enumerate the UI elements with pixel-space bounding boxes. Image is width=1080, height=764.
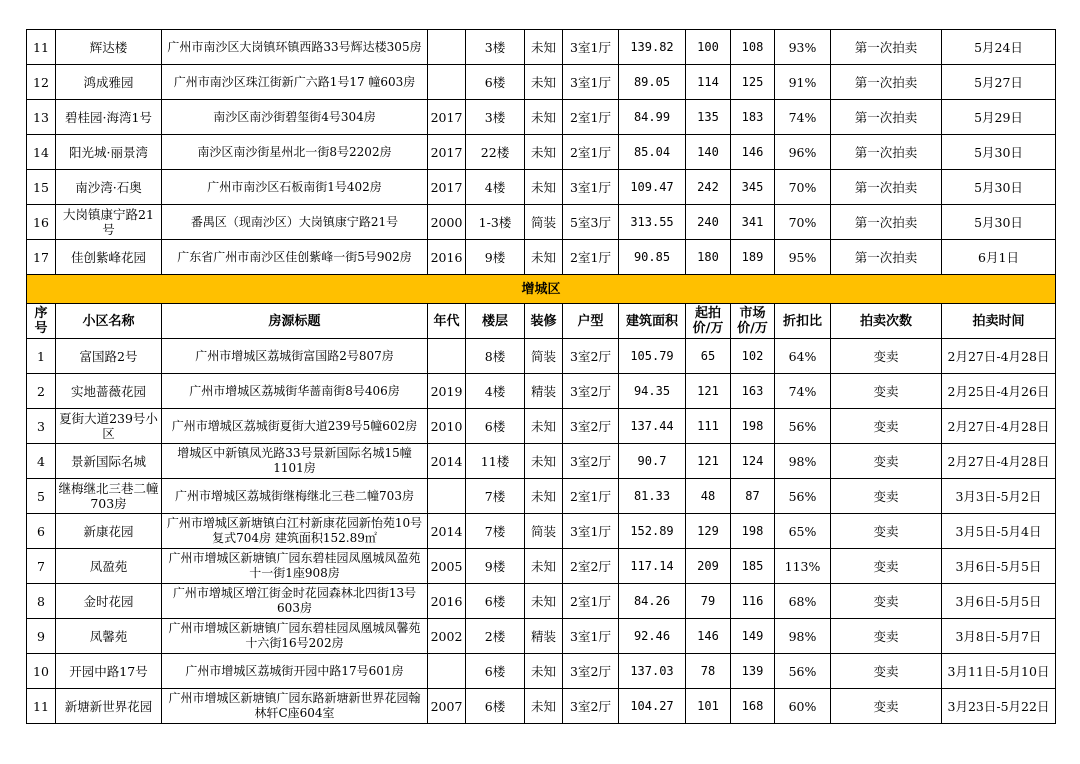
cell-decoration: 未知 (525, 584, 563, 619)
cell-auction-time: 5月30日 (942, 205, 1056, 240)
table-row (27, 654, 1056, 689)
cell-community: 鸿成雅园 (56, 65, 162, 100)
cell-area: 94.35 (619, 374, 686, 409)
cell-community: 继梅继北三巷二幢703房 (56, 479, 162, 514)
cell-market-price: 345 (731, 170, 775, 205)
cell-start-price: 114 (686, 65, 731, 100)
col-header-auction-time: 拍卖时间 (942, 304, 1056, 339)
cell-index: 3 (27, 409, 56, 444)
cell-floor: 7楼 (466, 479, 525, 514)
cell-title: 广州市增城区荔城街富国路2号807房 (162, 339, 428, 374)
cell-community: 金时花园 (56, 584, 162, 619)
cell-index: 14 (27, 135, 56, 170)
cell-community: 佳创紫峰花园 (56, 240, 162, 275)
cell-year: 2019 (428, 374, 466, 409)
cell-start-price: 146 (686, 619, 731, 654)
cell-start-price: 209 (686, 549, 731, 584)
cell-community: 新康花园 (56, 514, 162, 549)
cell-auction-round: 第一次拍卖 (831, 170, 942, 205)
cell-year: 2017 (428, 135, 466, 170)
column-header-row (27, 304, 1056, 339)
cell-start-price: 135 (686, 100, 731, 135)
cell-year: 2016 (428, 584, 466, 619)
cell-year: 2017 (428, 100, 466, 135)
cell-community: 夏街大道239号小区 (56, 409, 162, 444)
cell-year: 2002 (428, 619, 466, 654)
cell-index: 11 (27, 689, 56, 724)
cell-market-price: 189 (731, 240, 775, 275)
cell-title: 广州市增城区新塘镇广园东碧桂园凤凰城凤盈苑十一街1座908房 (162, 549, 428, 584)
cell-market-price: 124 (731, 444, 775, 479)
cell-year: 2007 (428, 689, 466, 724)
cell-auction-round: 变卖 (831, 514, 942, 549)
cell-start-price: 79 (686, 584, 731, 619)
cell-decoration: 未知 (525, 135, 563, 170)
cell-year (428, 339, 466, 374)
cell-auction-time: 3月23日-5月22日 (942, 689, 1056, 724)
cell-market-price: 341 (731, 205, 775, 240)
cell-title: 广州市增城区新塘镇广园东碧桂园凤凰城凤馨苑十六街16号202房 (162, 619, 428, 654)
cell-start-price: 129 (686, 514, 731, 549)
cell-index: 11 (27, 30, 56, 65)
cell-area: 81.33 (619, 479, 686, 514)
cell-market-price: 125 (731, 65, 775, 100)
zengcheng-rows (27, 339, 1056, 724)
cell-auction-time: 5月30日 (942, 135, 1056, 170)
cell-year: 2010 (428, 409, 466, 444)
cell-layout: 3室1厅 (563, 65, 619, 100)
cell-title: 广州市南沙区石板南街1号402房 (162, 170, 428, 205)
cell-discount: 113% (775, 549, 831, 584)
cell-area: 84.99 (619, 100, 686, 135)
cell-decoration: 简装 (525, 514, 563, 549)
cell-market-price: 146 (731, 135, 775, 170)
cell-auction-round: 变卖 (831, 479, 942, 514)
cell-community: 南沙湾·石奥 (56, 170, 162, 205)
table-row (27, 205, 1056, 240)
cell-auction-time: 2月25日-4月26日 (942, 374, 1056, 409)
cell-layout: 2室1厅 (563, 584, 619, 619)
cell-title: 广州市增城区荔城街夏街大道239号5幢602房 (162, 409, 428, 444)
cell-index: 10 (27, 654, 56, 689)
cell-community: 凤盈苑 (56, 549, 162, 584)
cell-start-price: 65 (686, 339, 731, 374)
cell-decoration: 精装 (525, 374, 563, 409)
cell-discount: 98% (775, 444, 831, 479)
cell-year: 2016 (428, 240, 466, 275)
cell-market-price: 139 (731, 654, 775, 689)
cell-area: 139.82 (619, 30, 686, 65)
table-row (27, 619, 1056, 654)
cell-area: 89.05 (619, 65, 686, 100)
cell-market-price: 185 (731, 549, 775, 584)
cell-layout: 2室1厅 (563, 240, 619, 275)
cell-decoration: 未知 (525, 549, 563, 584)
cell-floor: 2楼 (466, 619, 525, 654)
cell-auction-round: 变卖 (831, 689, 942, 724)
cell-market-price: 108 (731, 30, 775, 65)
cell-index: 2 (27, 374, 56, 409)
cell-community: 实地蔷薇花园 (56, 374, 162, 409)
cell-layout: 2室2厅 (563, 549, 619, 584)
cell-area: 104.27 (619, 689, 686, 724)
table-row (27, 409, 1056, 444)
cell-year (428, 479, 466, 514)
cell-auction-round: 变卖 (831, 549, 942, 584)
cell-auction-round: 变卖 (831, 654, 942, 689)
cell-title: 增城区中新镇凤光路33号景新国际名城15幢1101房 (162, 444, 428, 479)
cell-auction-time: 3月6日-5月5日 (942, 584, 1056, 619)
cell-auction-time: 2月27日-4月28日 (942, 339, 1056, 374)
nansha-rows (27, 30, 1056, 275)
cell-title: 南沙区南沙街碧玺街4号304房 (162, 100, 428, 135)
cell-auction-time: 5月30日 (942, 170, 1056, 205)
cell-layout: 3室2厅 (563, 689, 619, 724)
col-header-floor: 楼层 (466, 304, 525, 339)
cell-start-price: 180 (686, 240, 731, 275)
cell-area: 109.47 (619, 170, 686, 205)
cell-layout: 2室1厅 (563, 135, 619, 170)
cell-floor: 1-3楼 (466, 205, 525, 240)
cell-market-price: 163 (731, 374, 775, 409)
col-header-year: 年代 (428, 304, 466, 339)
cell-start-price: 140 (686, 135, 731, 170)
cell-auction-time: 5月29日 (942, 100, 1056, 135)
cell-area: 137.44 (619, 409, 686, 444)
section-title: 增城区 (27, 275, 1056, 304)
cell-layout: 3室2厅 (563, 339, 619, 374)
cell-year: 2005 (428, 549, 466, 584)
cell-discount: 70% (775, 170, 831, 205)
cell-community: 景新国际名城 (56, 444, 162, 479)
cell-layout: 3室2厅 (563, 444, 619, 479)
cell-decoration: 未知 (525, 30, 563, 65)
cell-decoration: 未知 (525, 479, 563, 514)
cell-index: 6 (27, 514, 56, 549)
cell-discount: 68% (775, 584, 831, 619)
cell-floor: 3楼 (466, 30, 525, 65)
cell-year: 2000 (428, 205, 466, 240)
cell-decoration: 未知 (525, 409, 563, 444)
cell-area: 84.26 (619, 584, 686, 619)
cell-community: 阳光城·丽景湾 (56, 135, 162, 170)
cell-floor: 3楼 (466, 100, 525, 135)
cell-decoration: 未知 (525, 240, 563, 275)
cell-year (428, 30, 466, 65)
cell-auction-time: 3月3日-5月2日 (942, 479, 1056, 514)
cell-discount: 96% (775, 135, 831, 170)
cell-index: 7 (27, 549, 56, 584)
cell-layout: 2室1厅 (563, 100, 619, 135)
cell-start-price: 242 (686, 170, 731, 205)
cell-auction-time: 5月27日 (942, 65, 1056, 100)
col-header-community: 小区名称 (56, 304, 162, 339)
cell-community: 辉达楼 (56, 30, 162, 65)
cell-area: 92.46 (619, 619, 686, 654)
cell-area: 90.85 (619, 240, 686, 275)
cell-title: 广东省广州市南沙区佳创紫峰一街5号902房 (162, 240, 428, 275)
cell-floor: 6楼 (466, 65, 525, 100)
col-header-area: 建筑面积 (619, 304, 686, 339)
col-header-discount: 折扣比 (775, 304, 831, 339)
cell-discount: 74% (775, 100, 831, 135)
cell-area: 137.03 (619, 654, 686, 689)
table-row (27, 479, 1056, 514)
cell-index: 8 (27, 584, 56, 619)
cell-market-price: 102 (731, 339, 775, 374)
table-row (27, 374, 1056, 409)
cell-index: 5 (27, 479, 56, 514)
cell-start-price: 240 (686, 205, 731, 240)
cell-layout: 3室2厅 (563, 654, 619, 689)
cell-market-price: 183 (731, 100, 775, 135)
cell-area: 152.89 (619, 514, 686, 549)
cell-auction-time: 3月11日-5月10日 (942, 654, 1056, 689)
cell-index: 4 (27, 444, 56, 479)
cell-auction-round: 第一次拍卖 (831, 205, 942, 240)
cell-title: 广州市增城区荔城街继梅继北三巷二幢703房 (162, 479, 428, 514)
cell-community: 大岗镇康宁路21号 (56, 205, 162, 240)
cell-discount: 98% (775, 619, 831, 654)
cell-decoration: 简装 (525, 339, 563, 374)
cell-index: 1 (27, 339, 56, 374)
cell-auction-round: 第一次拍卖 (831, 240, 942, 275)
cell-market-price: 198 (731, 514, 775, 549)
cell-floor: 7楼 (466, 514, 525, 549)
cell-discount: 93% (775, 30, 831, 65)
cell-auction-round: 变卖 (831, 339, 942, 374)
cell-community: 凤馨苑 (56, 619, 162, 654)
cell-year (428, 65, 466, 100)
col-header-market-price: 市场价/万 (731, 304, 775, 339)
cell-start-price: 121 (686, 444, 731, 479)
table-row (27, 170, 1056, 205)
table-row (27, 444, 1056, 479)
cell-title: 广州市南沙区大岗镇环镇西路33号辉达楼305房 (162, 30, 428, 65)
cell-market-price: 149 (731, 619, 775, 654)
cell-auction-round: 变卖 (831, 374, 942, 409)
cell-decoration: 未知 (525, 65, 563, 100)
table-row (27, 549, 1056, 584)
cell-year: 2017 (428, 170, 466, 205)
cell-floor: 22楼 (466, 135, 525, 170)
auction-listing-table-wrapper (26, 29, 1055, 724)
cell-market-price: 198 (731, 409, 775, 444)
cell-start-price: 101 (686, 689, 731, 724)
cell-title: 番禺区（现南沙区）大岗镇康宁路21号 (162, 205, 428, 240)
cell-floor: 4楼 (466, 170, 525, 205)
cell-floor: 4楼 (466, 374, 525, 409)
table-row (27, 689, 1056, 724)
table-row (27, 30, 1056, 65)
cell-discount: 65% (775, 514, 831, 549)
section-row-zengcheng (27, 275, 1056, 304)
table-row (27, 65, 1056, 100)
cell-index: 9 (27, 619, 56, 654)
col-header-layout: 户型 (563, 304, 619, 339)
cell-discount: 95% (775, 240, 831, 275)
cell-area: 117.14 (619, 549, 686, 584)
cell-discount: 56% (775, 654, 831, 689)
cell-auction-round: 变卖 (831, 444, 942, 479)
cell-auction-round: 第一次拍卖 (831, 135, 942, 170)
cell-title: 广州市增城区荔城街华蔷南街8号406房 (162, 374, 428, 409)
cell-title: 广州市南沙区珠江街新广六路1号17 幢603房 (162, 65, 428, 100)
cell-title: 广州市增城区荔城街开园中路17号601房 (162, 654, 428, 689)
col-header-index: 序号 (27, 304, 56, 339)
cell-year (428, 654, 466, 689)
cell-discount: 91% (775, 65, 831, 100)
table-row (27, 135, 1056, 170)
cell-index: 15 (27, 170, 56, 205)
cell-decoration: 未知 (525, 444, 563, 479)
cell-title: 南沙区南沙街星州北一街8号2202房 (162, 135, 428, 170)
cell-community: 碧桂园·海湾1号 (56, 100, 162, 135)
cell-market-price: 116 (731, 584, 775, 619)
cell-area: 105.79 (619, 339, 686, 374)
cell-decoration: 简装 (525, 205, 563, 240)
cell-auction-time: 3月5日-5月4日 (942, 514, 1056, 549)
cell-year: 2014 (428, 514, 466, 549)
cell-decoration: 未知 (525, 654, 563, 689)
table-row (27, 584, 1056, 619)
table-row (27, 100, 1056, 135)
cell-layout: 3室1厅 (563, 514, 619, 549)
cell-auction-time: 6月1日 (942, 240, 1056, 275)
table-row (27, 339, 1056, 374)
cell-discount: 60% (775, 689, 831, 724)
cell-title: 广州市增城区新塘镇广园东路新塘新世界花园翰林轩C座604室 (162, 689, 428, 724)
cell-community: 新塘新世界花园 (56, 689, 162, 724)
cell-discount: 56% (775, 479, 831, 514)
cell-area: 85.04 (619, 135, 686, 170)
cell-discount: 70% (775, 205, 831, 240)
cell-decoration: 未知 (525, 170, 563, 205)
cell-auction-time: 3月8日-5月7日 (942, 619, 1056, 654)
cell-floor: 9楼 (466, 240, 525, 275)
cell-start-price: 78 (686, 654, 731, 689)
cell-start-price: 111 (686, 409, 731, 444)
cell-floor: 8楼 (466, 339, 525, 374)
cell-decoration: 未知 (525, 100, 563, 135)
col-header-decoration: 装修 (525, 304, 563, 339)
cell-layout: 3室2厅 (563, 409, 619, 444)
cell-floor: 6楼 (466, 689, 525, 724)
cell-floor: 11楼 (466, 444, 525, 479)
cell-title: 广州市增城区新塘镇白江村新康花园新怡苑10号复式704房 建筑面积152.89㎡ (162, 514, 428, 549)
cell-discount: 56% (775, 409, 831, 444)
cell-community: 富国路2号 (56, 339, 162, 374)
cell-area: 313.55 (619, 205, 686, 240)
cell-decoration: 精装 (525, 619, 563, 654)
table-row (27, 240, 1056, 275)
cell-layout: 3室2厅 (563, 374, 619, 409)
cell-market-price: 168 (731, 689, 775, 724)
cell-auction-round: 变卖 (831, 584, 942, 619)
cell-floor: 6楼 (466, 584, 525, 619)
cell-floor: 9楼 (466, 549, 525, 584)
cell-auction-round: 变卖 (831, 619, 942, 654)
cell-layout: 3室1厅 (563, 170, 619, 205)
cell-decoration: 未知 (525, 689, 563, 724)
table-row (27, 514, 1056, 549)
cell-auction-round: 第一次拍卖 (831, 30, 942, 65)
cell-auction-time: 2月27日-4月28日 (942, 409, 1056, 444)
cell-discount: 74% (775, 374, 831, 409)
cell-market-price: 87 (731, 479, 775, 514)
col-header-title: 房源标题 (162, 304, 428, 339)
cell-start-price: 48 (686, 479, 731, 514)
cell-floor: 6楼 (466, 409, 525, 444)
cell-index: 16 (27, 205, 56, 240)
cell-auction-round: 第一次拍卖 (831, 65, 942, 100)
cell-index: 13 (27, 100, 56, 135)
cell-layout: 2室1厅 (563, 479, 619, 514)
cell-auction-time: 3月6日-5月5日 (942, 549, 1056, 584)
auction-listing-table (26, 29, 1056, 724)
cell-discount: 64% (775, 339, 831, 374)
col-header-auction-round: 拍卖次数 (831, 304, 942, 339)
cell-start-price: 121 (686, 374, 731, 409)
cell-index: 17 (27, 240, 56, 275)
cell-auction-round: 第一次拍卖 (831, 100, 942, 135)
cell-layout: 5室3厅 (563, 205, 619, 240)
col-header-start-price: 起拍价/万 (686, 304, 731, 339)
cell-year: 2014 (428, 444, 466, 479)
cell-layout: 3室1厅 (563, 30, 619, 65)
cell-auction-round: 变卖 (831, 409, 942, 444)
cell-start-price: 100 (686, 30, 731, 65)
cell-title: 广州市增城区增江街金时花园森林北四街13号603房 (162, 584, 428, 619)
cell-community: 开园中路17号 (56, 654, 162, 689)
cell-auction-time: 5月24日 (942, 30, 1056, 65)
cell-floor: 6楼 (466, 654, 525, 689)
cell-layout: 3室1厅 (563, 619, 619, 654)
cell-area: 90.7 (619, 444, 686, 479)
cell-auction-time: 2月27日-4月28日 (942, 444, 1056, 479)
section-header (27, 275, 1056, 339)
cell-index: 12 (27, 65, 56, 100)
